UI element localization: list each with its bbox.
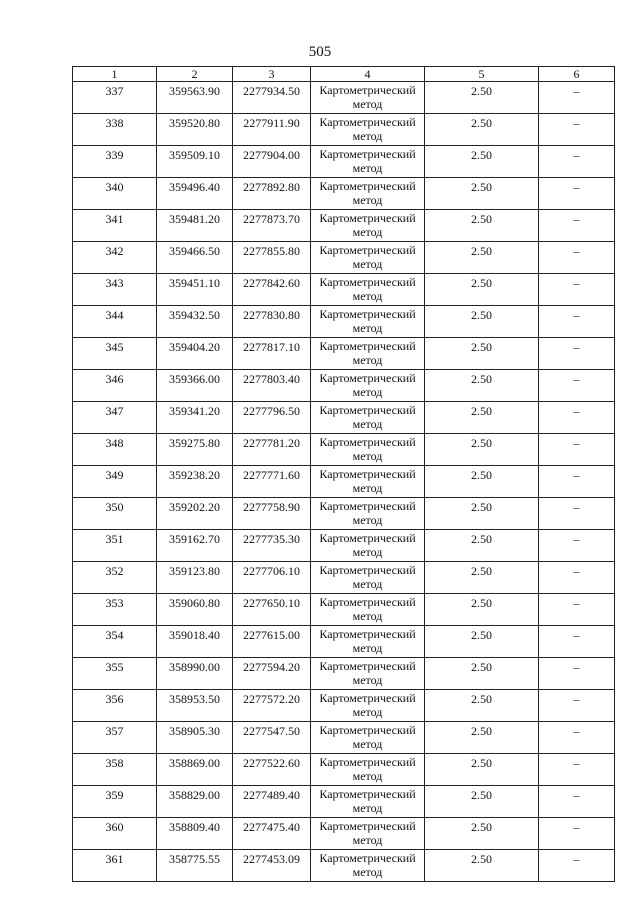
point-number-cell: 343 (73, 274, 157, 306)
y-coordinate-cell: 2277547.50 (233, 722, 311, 754)
table-header-row (73, 67, 615, 82)
x-coordinate-cell: 359481.20 (157, 210, 233, 242)
note-cell: – (539, 210, 615, 242)
method-text-line: Картометрический (319, 819, 416, 833)
method-cell (311, 530, 425, 562)
point-number-cell: 355 (73, 658, 157, 690)
note-cell: – (539, 722, 615, 754)
accuracy-cell: 2.50 (425, 210, 539, 242)
table-row (73, 818, 615, 850)
table-row (73, 466, 615, 498)
note-cell: – (539, 402, 615, 434)
method-text-line: метод (352, 737, 383, 751)
accuracy-cell: 2.50 (425, 338, 539, 370)
accuracy-cell: 2.50 (425, 754, 539, 786)
accuracy-cell: 2.50 (425, 242, 539, 274)
column-header: 5 (425, 67, 539, 82)
method-cell (311, 466, 425, 498)
table-row (73, 114, 615, 146)
method-cell (311, 274, 425, 306)
method-cell (311, 370, 425, 402)
x-coordinate-cell: 359341.20 (157, 402, 233, 434)
note-cell: – (539, 82, 615, 114)
x-coordinate-cell: 359018.40 (157, 626, 233, 658)
point-number-cell: 357 (73, 722, 157, 754)
method-cell (311, 498, 425, 530)
y-coordinate-cell: 2277594.20 (233, 658, 311, 690)
accuracy-cell: 2.50 (425, 274, 539, 306)
table-row (73, 434, 615, 466)
y-coordinate-cell: 2277904.00 (233, 146, 311, 178)
table-row (73, 786, 615, 818)
point-number-cell: 354 (73, 626, 157, 658)
method-cell (311, 210, 425, 242)
table-row (73, 658, 615, 690)
method-text-line: метод (352, 705, 383, 719)
table-row (73, 178, 615, 210)
table-row (73, 338, 615, 370)
y-coordinate-cell: 2277934.50 (233, 82, 311, 114)
note-cell: – (539, 146, 615, 178)
table-row (73, 562, 615, 594)
method-text-line: Картометрический (319, 531, 416, 545)
method-text-line: метод (352, 385, 383, 399)
table-row (73, 210, 615, 242)
x-coordinate-cell: 359123.80 (157, 562, 233, 594)
accuracy-cell: 2.50 (425, 146, 539, 178)
point-number-cell: 347 (73, 402, 157, 434)
method-cell (311, 690, 425, 722)
method-text-line: Картометрический (319, 499, 416, 513)
note-cell: – (539, 338, 615, 370)
table-row (73, 626, 615, 658)
method-text-line: метод (352, 225, 383, 239)
x-coordinate-cell: 359275.80 (157, 434, 233, 466)
method-text-line: Картометрический (319, 659, 416, 673)
column-header: 2 (157, 67, 233, 82)
table-row (73, 594, 615, 626)
accuracy-cell: 2.50 (425, 562, 539, 594)
method-text-line: метод (352, 673, 383, 687)
point-number-cell: 348 (73, 434, 157, 466)
method-cell (311, 242, 425, 274)
x-coordinate-cell: 358809.40 (157, 818, 233, 850)
method-text-line: метод (352, 97, 383, 111)
point-number-cell: 349 (73, 466, 157, 498)
x-coordinate-cell: 359451.10 (157, 274, 233, 306)
method-text-line: Картометрический (319, 307, 416, 321)
method-cell (311, 722, 425, 754)
x-coordinate-cell: 358953.50 (157, 690, 233, 722)
x-coordinate-cell: 359366.00 (157, 370, 233, 402)
note-cell: – (539, 498, 615, 530)
method-cell (311, 114, 425, 146)
x-coordinate-cell: 358990.00 (157, 658, 233, 690)
note-cell: – (539, 242, 615, 274)
point-number-cell: 341 (73, 210, 157, 242)
method-text-line: метод (352, 641, 383, 655)
x-coordinate-cell: 359466.50 (157, 242, 233, 274)
method-text-line: Картометрический (319, 211, 416, 225)
point-number-cell: 346 (73, 370, 157, 402)
point-number-cell: 345 (73, 338, 157, 370)
method-text-line: Картометрический (319, 723, 416, 737)
accuracy-cell: 2.50 (425, 402, 539, 434)
method-text-line: Картометрический (319, 403, 416, 417)
y-coordinate-cell: 2277572.20 (233, 690, 311, 722)
method-text-line: метод (352, 449, 383, 463)
method-text-line: Картометрический (319, 339, 416, 353)
method-text-line: Картометрический (319, 563, 416, 577)
method-text-line: метод (352, 257, 383, 271)
accuracy-cell: 2.50 (425, 626, 539, 658)
method-text-line: Картометрический (319, 627, 416, 641)
method-cell (311, 338, 425, 370)
note-cell: – (539, 658, 615, 690)
method-cell (311, 178, 425, 210)
method-text-line: метод (352, 321, 383, 335)
table-row (73, 274, 615, 306)
y-coordinate-cell: 2277803.40 (233, 370, 311, 402)
table-row (73, 242, 615, 274)
method-cell (311, 626, 425, 658)
y-coordinate-cell: 2277771.60 (233, 466, 311, 498)
table-row (73, 146, 615, 178)
method-cell (311, 146, 425, 178)
accuracy-cell: 2.50 (425, 658, 539, 690)
accuracy-cell: 2.50 (425, 82, 539, 114)
y-coordinate-cell: 2277855.80 (233, 242, 311, 274)
x-coordinate-cell: 358829.00 (157, 786, 233, 818)
y-coordinate-cell: 2277706.10 (233, 562, 311, 594)
method-text-line: Картометрический (319, 115, 416, 129)
note-cell: – (539, 690, 615, 722)
method-text-line: метод (352, 609, 383, 623)
note-cell: – (539, 530, 615, 562)
method-text-line: Картометрический (319, 691, 416, 705)
point-number-cell: 360 (73, 818, 157, 850)
note-cell: – (539, 466, 615, 498)
table-row (73, 754, 615, 786)
note-cell: – (539, 594, 615, 626)
method-text-line: Картометрический (319, 851, 416, 865)
y-coordinate-cell: 2277873.70 (233, 210, 311, 242)
accuracy-cell: 2.50 (425, 722, 539, 754)
method-text-line: метод (352, 193, 383, 207)
method-text-line: Картометрический (319, 243, 416, 257)
x-coordinate-cell: 359432.50 (157, 306, 233, 338)
x-coordinate-cell: 359509.10 (157, 146, 233, 178)
method-text-line: метод (352, 865, 383, 879)
method-text-line: метод (352, 577, 383, 591)
y-coordinate-cell: 2277796.50 (233, 402, 311, 434)
note-cell: – (539, 754, 615, 786)
x-coordinate-cell: 358775.55 (157, 850, 233, 882)
point-number-cell: 337 (73, 82, 157, 114)
method-text-line: Картометрический (319, 179, 416, 193)
x-coordinate-cell: 359202.20 (157, 498, 233, 530)
accuracy-cell: 2.50 (425, 818, 539, 850)
point-number-cell: 339 (73, 146, 157, 178)
column-header: 3 (233, 67, 311, 82)
method-text-line: метод (352, 353, 383, 367)
point-number-cell: 352 (73, 562, 157, 594)
method-cell (311, 594, 425, 626)
method-text-line: метод (352, 417, 383, 431)
method-text-line: метод (352, 545, 383, 559)
accuracy-cell: 2.50 (425, 850, 539, 882)
method-text-line: метод (352, 769, 383, 783)
method-text-line: Картометрический (319, 435, 416, 449)
column-header: 4 (311, 67, 425, 82)
table-body (73, 82, 615, 882)
accuracy-cell: 2.50 (425, 690, 539, 722)
method-text-line: Картометрический (319, 83, 416, 97)
x-coordinate-cell: 359496.40 (157, 178, 233, 210)
y-coordinate-cell: 2277453.09 (233, 850, 311, 882)
method-text-line: метод (352, 129, 383, 143)
table-row (73, 690, 615, 722)
table-row (73, 82, 615, 114)
method-text-line: метод (352, 513, 383, 527)
table-row (73, 498, 615, 530)
x-coordinate-cell: 359162.70 (157, 530, 233, 562)
method-cell (311, 434, 425, 466)
x-coordinate-cell: 358905.30 (157, 722, 233, 754)
method-text-line: Картометрический (319, 755, 416, 769)
method-cell (311, 82, 425, 114)
accuracy-cell: 2.50 (425, 530, 539, 562)
method-text-line: Картометрический (319, 371, 416, 385)
method-text-line: метод (352, 289, 383, 303)
note-cell: – (539, 274, 615, 306)
method-text-line: Картометрический (319, 595, 416, 609)
accuracy-cell: 2.50 (425, 434, 539, 466)
column-header: 1 (73, 67, 157, 82)
accuracy-cell: 2.50 (425, 466, 539, 498)
point-number-cell: 342 (73, 242, 157, 274)
y-coordinate-cell: 2277735.30 (233, 530, 311, 562)
method-cell (311, 402, 425, 434)
note-cell: – (539, 434, 615, 466)
y-coordinate-cell: 2277650.10 (233, 594, 311, 626)
table-row (73, 530, 615, 562)
x-coordinate-cell: 359404.20 (157, 338, 233, 370)
method-cell (311, 562, 425, 594)
accuracy-cell: 2.50 (425, 498, 539, 530)
table-row (73, 722, 615, 754)
method-text-line: Картометрический (319, 147, 416, 161)
note-cell: – (539, 114, 615, 146)
note-cell: – (539, 786, 615, 818)
method-text-line: Картометрический (319, 275, 416, 289)
note-cell: – (539, 562, 615, 594)
y-coordinate-cell: 2277615.00 (233, 626, 311, 658)
method-cell (311, 850, 425, 882)
x-coordinate-cell: 359563.90 (157, 82, 233, 114)
point-number-cell: 340 (73, 178, 157, 210)
point-number-cell: 358 (73, 754, 157, 786)
note-cell: – (539, 306, 615, 338)
y-coordinate-cell: 2277758.90 (233, 498, 311, 530)
y-coordinate-cell: 2277842.60 (233, 274, 311, 306)
point-number-cell: 350 (73, 498, 157, 530)
accuracy-cell: 2.50 (425, 370, 539, 402)
y-coordinate-cell: 2277911.90 (233, 114, 311, 146)
note-cell: – (539, 850, 615, 882)
x-coordinate-cell: 359238.20 (157, 466, 233, 498)
table-row (73, 370, 615, 402)
method-text-line: Картометрический (319, 467, 416, 481)
accuracy-cell: 2.50 (425, 594, 539, 626)
accuracy-cell: 2.50 (425, 306, 539, 338)
column-header: 6 (539, 67, 615, 82)
method-cell (311, 754, 425, 786)
x-coordinate-cell: 359520.80 (157, 114, 233, 146)
method-cell (311, 786, 425, 818)
accuracy-cell: 2.50 (425, 178, 539, 210)
y-coordinate-cell: 2277892.80 (233, 178, 311, 210)
point-number-cell: 359 (73, 786, 157, 818)
x-coordinate-cell: 358869.00 (157, 754, 233, 786)
method-text-line: метод (352, 833, 383, 847)
point-number-cell: 353 (73, 594, 157, 626)
x-coordinate-cell: 359060.80 (157, 594, 233, 626)
note-cell: – (539, 178, 615, 210)
table-row (73, 306, 615, 338)
y-coordinate-cell: 2277781.20 (233, 434, 311, 466)
y-coordinate-cell: 2277817.10 (233, 338, 311, 370)
accuracy-cell: 2.50 (425, 114, 539, 146)
point-number-cell: 338 (73, 114, 157, 146)
point-number-cell: 344 (73, 306, 157, 338)
page-number: 505 (308, 44, 332, 60)
note-cell: – (539, 370, 615, 402)
method-text-line: метод (352, 481, 383, 495)
method-cell (311, 658, 425, 690)
y-coordinate-cell: 2277475.40 (233, 818, 311, 850)
table-row (73, 850, 615, 882)
point-number-cell: 361 (73, 850, 157, 882)
table-row (73, 402, 615, 434)
y-coordinate-cell: 2277522.60 (233, 754, 311, 786)
accuracy-cell: 2.50 (425, 786, 539, 818)
y-coordinate-cell: 2277489.40 (233, 786, 311, 818)
note-cell: – (539, 818, 615, 850)
point-number-cell: 356 (73, 690, 157, 722)
method-cell (311, 818, 425, 850)
point-number-cell: 351 (73, 530, 157, 562)
method-text-line: Картометрический (319, 787, 416, 801)
method-text-line: метод (352, 161, 383, 175)
y-coordinate-cell: 2277830.80 (233, 306, 311, 338)
note-cell: – (539, 626, 615, 658)
method-cell (311, 306, 425, 338)
coordinates-table (72, 66, 615, 882)
method-text-line: метод (352, 801, 383, 815)
